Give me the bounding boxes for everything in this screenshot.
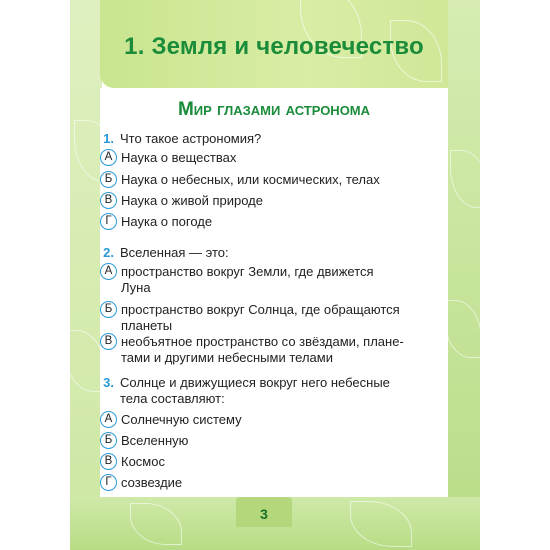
option-letter-badge: В: [100, 453, 117, 470]
answer-option[interactable]: [100, 171, 448, 191]
answer-option[interactable]: [100, 333, 448, 367]
option-letter-badge: Г: [100, 213, 117, 230]
option-text: Наука о веществах: [121, 150, 237, 165]
option-text: Космос: [121, 454, 165, 469]
question-3: [100, 375, 448, 495]
option-text: Вселенную: [121, 433, 189, 448]
question-text-line: тела составляют:: [120, 391, 225, 406]
leaf-decoration: [130, 503, 182, 545]
page-content: [100, 88, 448, 497]
option-text: созвездие: [121, 475, 183, 490]
option-text: Солнечную систему: [121, 412, 242, 427]
answer-option[interactable]: [100, 474, 448, 494]
question-1: [100, 131, 448, 241]
option-text-line: планеты: [121, 318, 173, 333]
option-text-line: необъятное пространство со звёздами, плане-: [121, 334, 404, 349]
option-letter-badge: Б: [100, 301, 117, 318]
question-text: Что такое астрономия?: [120, 131, 262, 146]
answer-option[interactable]: [100, 263, 448, 297]
option-text-line: тами и другими небесными телами: [121, 350, 333, 365]
leaf-decoration: [450, 150, 488, 208]
option-text-line: Луна: [121, 280, 151, 295]
option-letter-badge: Б: [100, 171, 117, 188]
answer-option[interactable]: [100, 411, 448, 431]
option-text: Наука о живой природе: [121, 193, 263, 208]
option-text-line: пространство вокруг Земли, где движется: [121, 264, 374, 279]
option-letter-badge: А: [100, 149, 117, 166]
question-number: 2.: [103, 245, 114, 260]
question-number: 1.: [103, 131, 114, 146]
answer-option[interactable]: [100, 149, 448, 169]
answer-option[interactable]: [100, 301, 448, 335]
question-2: [100, 245, 448, 365]
question-text: Вселенная — это:: [120, 245, 229, 260]
option-letter-badge: Г: [100, 474, 117, 491]
option-text-line: пространство вокруг Солнца, где обращаются: [121, 302, 400, 317]
answer-option[interactable]: [100, 213, 448, 233]
option-letter-badge: А: [100, 411, 117, 428]
right-decorative-border: [448, 0, 480, 550]
option-letter-badge: Б: [100, 432, 117, 449]
page-number-tab: [236, 497, 292, 527]
leaf-decoration: [350, 501, 412, 547]
chapter-title: 1. Земля и человечество: [124, 33, 424, 60]
section-title: Мир глазами астронома: [177, 99, 371, 120]
option-letter-badge: В: [100, 192, 117, 209]
answer-option[interactable]: [100, 453, 448, 473]
option-letter-badge: А: [100, 263, 117, 280]
option-text: Наука о небесных, или космических, телах: [121, 172, 380, 187]
question-number: 3.: [103, 375, 114, 390]
left-decorative-border: [70, 0, 102, 550]
answer-option[interactable]: [100, 432, 448, 452]
page-number: 3: [260, 506, 268, 522]
option-text: Наука о погоде: [121, 214, 213, 229]
answer-option[interactable]: [100, 192, 448, 212]
question-text-line: Солнце и движущиеся вокруг него небесные: [120, 375, 390, 390]
leaf-decoration: [444, 300, 482, 358]
chapter-header: [100, 0, 448, 88]
option-letter-badge: В: [100, 333, 117, 350]
